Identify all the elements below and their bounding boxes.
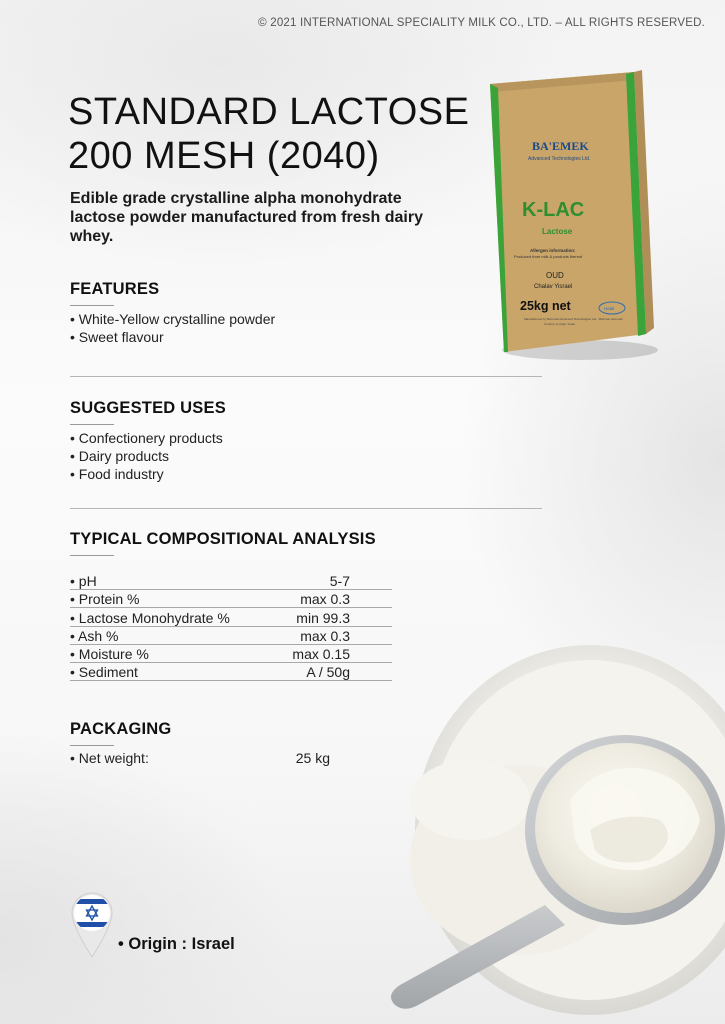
product-description: Edible grade crystalline alpha monohydrate lactose powder manufactured from fresh dairy whey. (70, 190, 423, 245)
analysis-label: • Ash % (70, 628, 119, 644)
list-item: • Dairy products (70, 447, 223, 465)
uses-list (70, 429, 223, 483)
copyright-notice: © 2021 INTERNATIONAL SPECIALITY MILK CO., LTD. – ALL RIGHTS RESERVED. (258, 17, 705, 29)
packaging-heading: PACKAGING (70, 720, 171, 746)
analysis-value: max 0.15 (292, 646, 350, 663)
israel-flag-pin-icon (70, 891, 114, 959)
list-item: • Confectionery products (70, 429, 223, 447)
packaging-value: 25 kg (295, 750, 330, 766)
bag-product-text: K-LAC (522, 199, 585, 221)
analysis-label: • Lactose Monohydrate % (70, 610, 230, 626)
analysis-value: min 99.3 (296, 609, 350, 626)
packaging-label: • Net weight: (70, 750, 149, 766)
bag-allergen-2: Produced from milk & products thereof (514, 254, 583, 259)
table-row (70, 573, 392, 590)
analysis-label: • Moisture % (70, 646, 149, 662)
bag-kosher-text: Chalav Yisrael (534, 284, 573, 290)
list-item: • White-Yellow crystalline powder (70, 310, 275, 328)
bag-kosher-mark: OUD (546, 271, 564, 280)
analysis-value: 5-7 (329, 573, 350, 589)
analysis-value: A / 50g (306, 664, 350, 681)
list-item: • Food industry (70, 465, 223, 483)
title-line-2: 200 MESH (2040) (68, 135, 380, 177)
bag-address-2: Country of origin: Israel (544, 322, 576, 326)
features-heading: FEATURES (70, 280, 159, 306)
title-line-1: STANDARD LACTOSE (68, 91, 470, 133)
bag-halal-badge: Halal (604, 306, 615, 311)
analysis-label: • Sediment (70, 664, 138, 680)
origin-label: • Origin : Israel (118, 935, 235, 954)
page-title (68, 90, 488, 178)
bag-address-1: Manufactured by Ba'emek Advanced Technologies Ltd., Mishmar Ha'emek (524, 317, 623, 321)
bag-allergen-1: Allergen information: (530, 248, 576, 253)
bag-product-sub-text: Lactose (542, 227, 573, 236)
uses-heading: SUGGESTED USES (70, 399, 226, 425)
table-row (70, 591, 392, 608)
table-row (70, 628, 392, 645)
analysis-table (70, 573, 392, 683)
bag-brand-text: BA'EMEK (532, 139, 589, 153)
divider (70, 508, 542, 509)
analysis-label: • Protein % (70, 591, 140, 607)
features-list (70, 310, 275, 346)
table-row (70, 646, 392, 663)
analysis-value: max 0.3 (300, 591, 350, 608)
product-bag-image (484, 66, 660, 364)
list-item: • Sweet flavour (70, 328, 275, 346)
analysis-value: max 0.3 (300, 627, 350, 644)
analysis-heading: TYPICAL COMPOSITIONAL ANALYSIS (70, 530, 376, 556)
bag-brand-sub-text: Advanced Technologies Ltd. (528, 156, 591, 162)
packaging-row (70, 750, 330, 766)
table-row (70, 664, 392, 681)
divider (70, 376, 542, 377)
table-row (70, 610, 392, 627)
bag-weight-text: 25kg net (520, 299, 571, 313)
analysis-label: • pH (70, 573, 97, 589)
